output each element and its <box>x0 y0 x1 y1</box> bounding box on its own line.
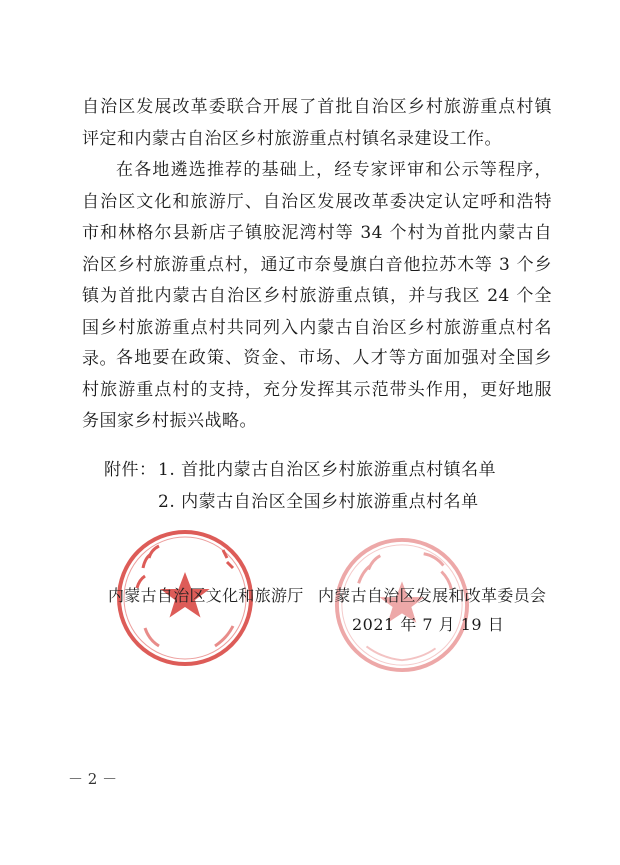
body-paragraph-2: 在各地遴选推荐的基础上，经专家评审和公示等程序，自治区文化和旅游厅、自治区发展改革委决定认定呼和浩特市和林格尔县新店子镇胶泥湾村等 34 个村为首批内蒙古自治区乡村旅游重点村，通辽市奈曼旗白音他拉苏木等 3 个乡镇为首批内蒙古自治区乡村旅游重点镇，并与我区 24 个全国乡村旅游重点村共同列入内蒙古自治区乡村旅游重点村名录。 <box>82 160 552 369</box>
attachment-label: 附件： <box>104 460 157 480</box>
body-paragraph-1: 自治区发展改革委联合开展了首批自治区乡村旅游重点村镇评定和内蒙古自治区乡村旅游重点村镇名录建设工作。 <box>82 97 552 149</box>
attachment-item-2: 2. 内蒙古自治区全国乡村旅游重点村名单 <box>158 492 479 512</box>
attachment-item-1: 1. 首批内蒙古自治区乡村旅游重点村镇名单 <box>158 460 497 480</box>
signature-org-culture-tourism: 内蒙古自治区文化和旅游厅 <box>108 586 304 605</box>
body-paragraph-3: 各地要在政策、资金、市场、人才等方面加强对全国乡村旅游重点村的支持，充分发挥其示范带头作用，更好地服务国家乡村振兴战略。 <box>82 348 552 431</box>
signature-date: 2021 年 7 月 19 日 <box>352 615 505 634</box>
page-number: － 2 － <box>68 770 118 788</box>
signature-org-development-reform: 内蒙古自治区发展和改革委员会 <box>318 586 547 605</box>
